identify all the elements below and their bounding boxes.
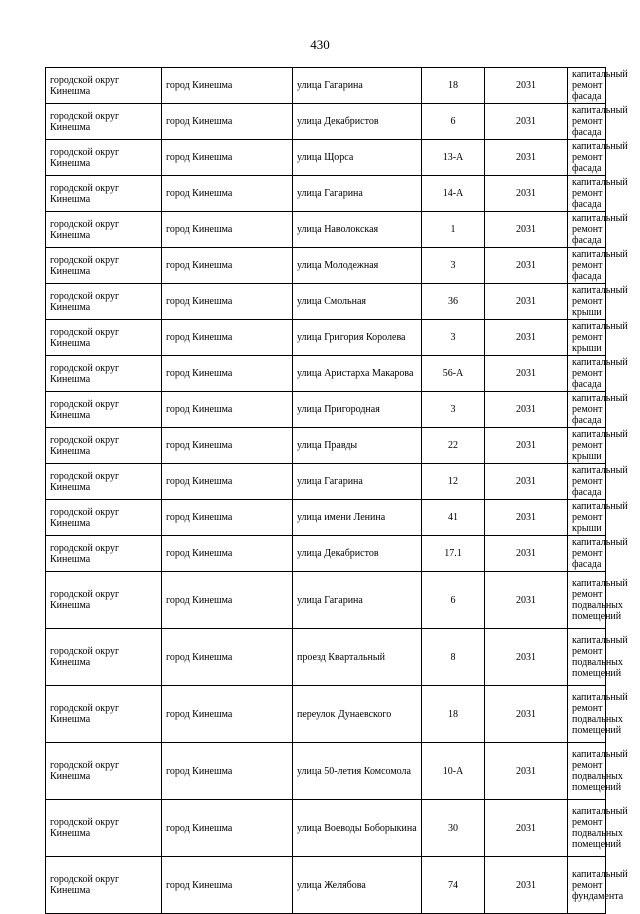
house-number-cell: 13-А [422, 140, 485, 176]
table-row [46, 176, 606, 212]
work-type-cell: капитальный ремонт фасада [568, 212, 606, 248]
city-cell: город Кинешма [162, 248, 293, 284]
house-number-cell: 74 [422, 857, 485, 914]
district-cell: городской округ Кинешма [46, 464, 162, 500]
street-cell: улица Пригородная [293, 392, 422, 428]
work-type-cell: капитальный ремонт фундамента [568, 857, 606, 914]
year-cell: 2031 [485, 743, 568, 800]
table-row [46, 212, 606, 248]
house-number-cell: 3 [422, 248, 485, 284]
city-cell: город Кинешма [162, 572, 293, 629]
table-row [46, 428, 606, 464]
year-cell: 2031 [485, 68, 568, 104]
table-row [46, 536, 606, 572]
city-cell: город Кинешма [162, 176, 293, 212]
district-cell: городской округ Кинешма [46, 68, 162, 104]
work-type-cell: капитальный ремонт фасада [568, 104, 606, 140]
city-cell: город Кинешма [162, 356, 293, 392]
work-type-cell: капитальный ремонт фасада [568, 68, 606, 104]
table-row [46, 500, 606, 536]
work-type-cell: капитальный ремонт подвальных помещений [568, 572, 606, 629]
district-cell: городской округ Кинешма [46, 800, 162, 857]
district-cell: городской округ Кинешма [46, 248, 162, 284]
year-cell: 2031 [485, 140, 568, 176]
repair-schedule-table [45, 67, 628, 914]
street-cell: улица Воеводы Боборыкина [293, 800, 422, 857]
table-row [46, 356, 606, 392]
table-row [46, 743, 606, 800]
district-cell: городской округ Кинешма [46, 212, 162, 248]
city-cell: город Кинешма [162, 629, 293, 686]
work-type-cell: капитальный ремонт крыши [568, 284, 606, 320]
city-cell: город Кинешма [162, 392, 293, 428]
year-cell: 2031 [485, 284, 568, 320]
work-type-cell: капитальный ремонт крыши [568, 428, 606, 464]
work-type-cell: капитальный ремонт подвальных помещений [568, 800, 606, 857]
table-row [46, 284, 606, 320]
house-number-cell: 17.1 [422, 536, 485, 572]
street-cell: улица Щорса [293, 140, 422, 176]
work-type-cell: капитальный ремонт крыши [568, 320, 606, 356]
table-row [46, 320, 606, 356]
city-cell: город Кинешма [162, 104, 293, 140]
city-cell: город Кинешма [162, 68, 293, 104]
city-cell: город Кинешма [162, 857, 293, 914]
table-row [46, 392, 606, 428]
year-cell: 2031 [485, 176, 568, 212]
street-cell: улица Гагарина [293, 176, 422, 212]
house-number-cell: 30 [422, 800, 485, 857]
street-cell: улица Смольная [293, 284, 422, 320]
district-cell: городской округ Кинешма [46, 176, 162, 212]
house-number-cell: 18 [422, 68, 485, 104]
city-cell: город Кинешма [162, 320, 293, 356]
city-cell: город Кинешма [162, 212, 293, 248]
year-cell: 2031 [485, 857, 568, 914]
year-cell: 2031 [485, 572, 568, 629]
district-cell: городской округ Кинешма [46, 686, 162, 743]
street-cell: улица Гагарина [293, 572, 422, 629]
year-cell: 2031 [485, 392, 568, 428]
house-number-cell: 18 [422, 686, 485, 743]
year-cell: 2031 [485, 629, 568, 686]
district-cell: городской округ Кинешма [46, 392, 162, 428]
year-cell: 2031 [485, 212, 568, 248]
table-row [46, 104, 606, 140]
table-row [46, 140, 606, 176]
city-cell: город Кинешма [162, 428, 293, 464]
street-cell: переулок Дунаевского [293, 686, 422, 743]
table-row [46, 68, 606, 104]
city-cell: город Кинешма [162, 743, 293, 800]
page-number: 430 [310, 37, 330, 52]
city-cell: город Кинешма [162, 686, 293, 743]
district-cell: городской округ Кинешма [46, 536, 162, 572]
house-number-cell: 3 [422, 392, 485, 428]
house-number-cell: 3 [422, 320, 485, 356]
work-type-cell: капитальный ремонт фасада [568, 140, 606, 176]
work-type-cell: капитальный ремонт фасада [568, 248, 606, 284]
year-cell: 2031 [485, 800, 568, 857]
city-cell: город Кинешма [162, 464, 293, 500]
district-cell: городской округ Кинешма [46, 356, 162, 392]
street-cell: улица Аристарха Макарова [293, 356, 422, 392]
table-body [46, 68, 628, 914]
district-cell: городской округ Кинешма [46, 629, 162, 686]
district-cell: городской округ Кинешма [46, 284, 162, 320]
street-cell: улица Правды [293, 428, 422, 464]
work-type-cell: капитальный ремонт подвальных помещений [568, 629, 606, 686]
table-row [46, 800, 606, 857]
district-cell: городской округ Кинешма [46, 572, 162, 629]
house-number-cell: 14-А [422, 176, 485, 212]
street-cell: проезд Квартальный [293, 629, 422, 686]
house-number-cell: 10-А [422, 743, 485, 800]
year-cell: 2031 [485, 686, 568, 743]
district-cell: городской округ Кинешма [46, 743, 162, 800]
house-number-cell: 12 [422, 464, 485, 500]
street-cell: улица Декабристов [293, 104, 422, 140]
district-cell: городской округ Кинешма [46, 320, 162, 356]
work-type-cell: капитальный ремонт фасада [568, 536, 606, 572]
street-cell: улица Молодежная [293, 248, 422, 284]
district-cell: городской округ Кинешма [46, 500, 162, 536]
house-number-cell: 8 [422, 629, 485, 686]
street-cell: улица имени Ленина [293, 500, 422, 536]
house-number-cell: 22 [422, 428, 485, 464]
city-cell: город Кинешма [162, 140, 293, 176]
city-cell: город Кинешма [162, 500, 293, 536]
street-cell: улица Григория Королева [293, 320, 422, 356]
table-row [46, 572, 606, 629]
year-cell: 2031 [485, 104, 568, 140]
year-cell: 2031 [485, 320, 568, 356]
city-cell: город Кинешма [162, 800, 293, 857]
house-number-cell: 36 [422, 284, 485, 320]
street-cell: улица Наволокская [293, 212, 422, 248]
street-cell: улица Декабристов [293, 536, 422, 572]
table-row [46, 629, 606, 686]
work-type-cell: капитальный ремонт фасада [568, 176, 606, 212]
year-cell: 2031 [485, 464, 568, 500]
work-type-cell: капитальный ремонт фасада [568, 392, 606, 428]
work-type-cell: капитальный ремонт подвальных помещений [568, 686, 606, 743]
district-cell: городской округ Кинешма [46, 104, 162, 140]
table-row [46, 464, 606, 500]
table-row [46, 686, 606, 743]
street-cell: улица Гагарина [293, 68, 422, 104]
house-number-cell: 56-А [422, 356, 485, 392]
year-cell: 2031 [485, 500, 568, 536]
table-row [46, 248, 606, 284]
year-cell: 2031 [485, 428, 568, 464]
work-type-cell: капитальный ремонт фасада [568, 464, 606, 500]
street-cell: улица Гагарина [293, 464, 422, 500]
year-cell: 2031 [485, 356, 568, 392]
work-type-cell: капитальный ремонт подвальных помещений [568, 743, 606, 800]
house-number-cell: 41 [422, 500, 485, 536]
year-cell: 2031 [485, 248, 568, 284]
street-cell: улица 50-летия Комсомола [293, 743, 422, 800]
street-cell: улица Желябова [293, 857, 422, 914]
district-cell: городской округ Кинешма [46, 428, 162, 464]
house-number-cell: 6 [422, 104, 485, 140]
house-number-cell: 1 [422, 212, 485, 248]
year-cell: 2031 [485, 536, 568, 572]
city-cell: город Кинешма [162, 536, 293, 572]
work-type-cell: капитальный ремонт крыши [568, 500, 606, 536]
district-cell: городской округ Кинешма [46, 140, 162, 176]
district-cell: городской округ Кинешма [46, 857, 162, 914]
house-number-cell: 6 [422, 572, 485, 629]
city-cell: город Кинешма [162, 284, 293, 320]
work-type-cell: капитальный ремонт фасада [568, 356, 606, 392]
